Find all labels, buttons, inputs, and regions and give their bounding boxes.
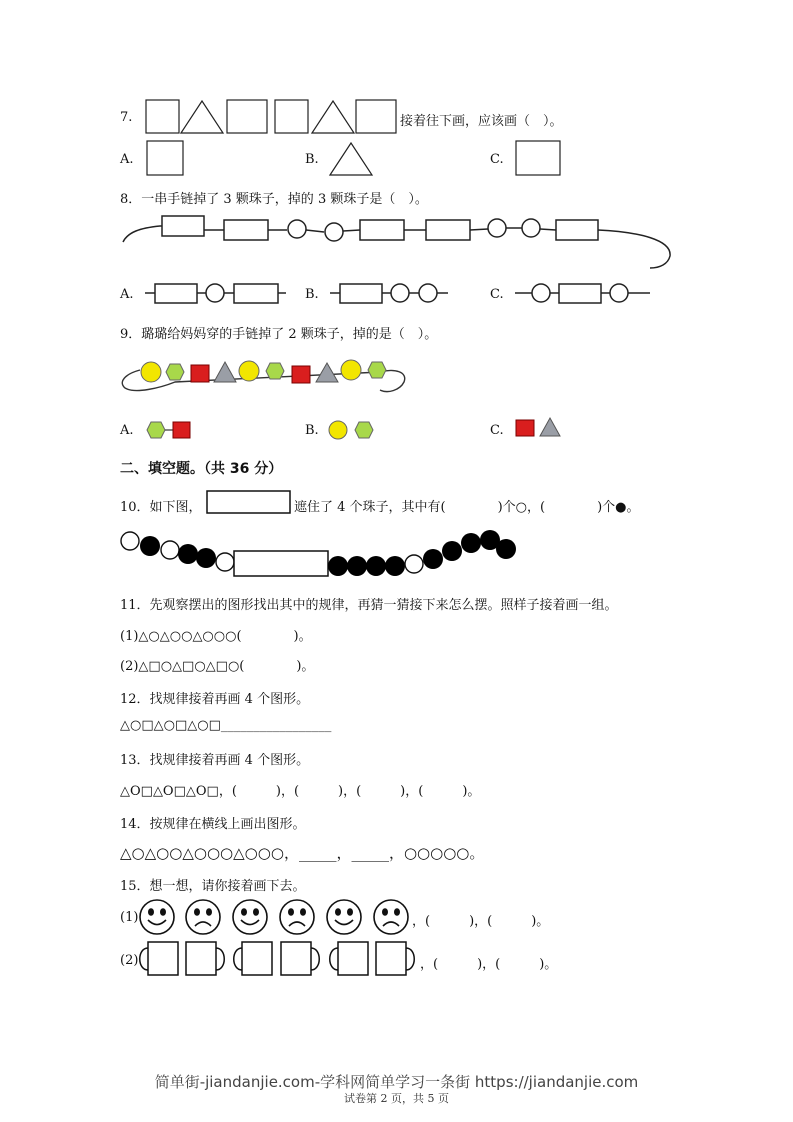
cup-handle-right-icon <box>281 942 319 975</box>
q15-label-2: (2) <box>120 953 139 968</box>
q15-label-1: (1) <box>120 910 139 925</box>
q7-question-text: 接着往下画，应该画（ ）。 <box>400 114 563 129</box>
cup-handle-right-icon <box>186 942 224 975</box>
q13-line: △O□△O□△O□，( )，( )，( )，( )。 <box>120 784 481 799</box>
q10-prefix: 10．如下图， <box>120 500 202 515</box>
q14-question-text: 14．按规律在横线上画出图形。 <box>120 817 306 832</box>
q8-question-text: 8．一串手链掉了 3 颗珠子，掉的 3 颗珠子是（ ）。 <box>120 192 428 207</box>
cup-handle-right-icon <box>376 942 414 975</box>
q7-option-a-label: A. <box>120 152 134 167</box>
page-number: 试卷第 2 页，共 5 页 <box>344 1092 449 1105</box>
q11-line-2: (2)△□○△□○△□○( )。 <box>120 659 315 674</box>
q9-option-b-label: B. <box>305 423 319 438</box>
section-title: 二、填空题。（共 36 分） <box>120 461 283 477</box>
q11-line-1: (1)△○△○○△○○○( )。 <box>120 629 312 644</box>
q8-option-a-label: A. <box>120 287 134 302</box>
cup-handle-left-icon <box>330 942 368 975</box>
q12-line: △○□△○□△○□_________________ <box>120 718 332 733</box>
q8-option-c-label: C. <box>490 287 504 302</box>
q10-suffix: 遮住了 4 个珠子，其中有( )个○，( )个●。 <box>294 500 640 515</box>
watermark-footer: 简单街-jiandanjie.com-学科网简单学习一条街 https://jiandanjie.com <box>154 1073 639 1091</box>
q7-number: 7. <box>120 110 133 125</box>
q9-question-text: 9．璐璐给妈妈穿的手链掉了 2 颗珠子，掉的是（ ）。 <box>120 327 438 342</box>
q14-line: △○△○○△○○○△○○○，_____，_____，○○○○○。 <box>120 844 485 862</box>
q15-question-text: 15．想一想，请你接着画下去。 <box>120 879 306 894</box>
q12-question-text: 12．找规律接着再画 4 个图形。 <box>120 692 310 707</box>
cup-handle-left-icon <box>234 942 272 975</box>
q8-option-b-label: B. <box>305 287 319 302</box>
q11-question-text: 11．先观察摆出的图形找出其中的规律，再猜一猜接下来怎么摆。照样子接着画一组。 <box>120 598 618 613</box>
q15-tail-1: ，( )，( )。 <box>412 914 550 929</box>
q7-option-b-label: B. <box>305 152 319 167</box>
q13-question-text: 13．找规律接着再画 4 个图形。 <box>120 753 310 768</box>
cup-handle-left-icon <box>140 942 178 975</box>
q9-option-a-label: A. <box>120 423 134 438</box>
q9-option-c-label: C. <box>490 423 504 438</box>
q7-option-c-label: C. <box>490 152 504 167</box>
q15-tail-2: ，( )，( )。 <box>420 957 558 972</box>
